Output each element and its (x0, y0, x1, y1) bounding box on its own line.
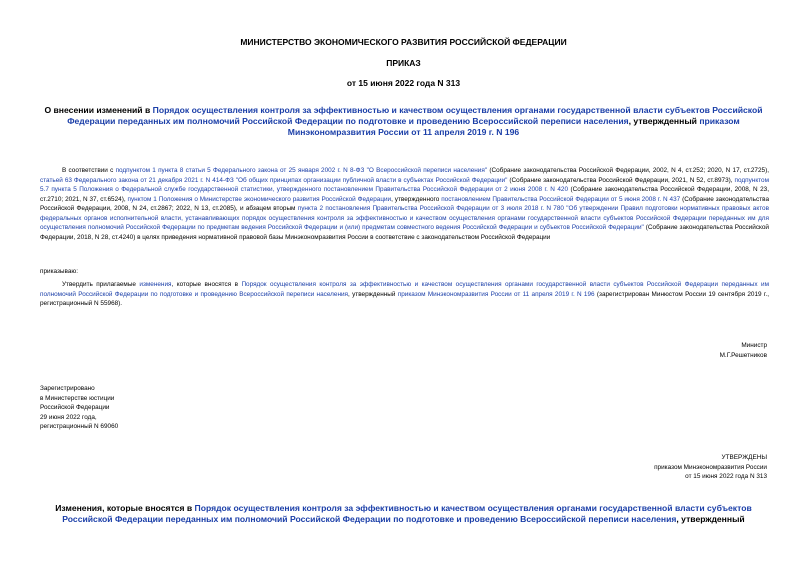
resolution-437-link[interactable]: постановлением Правительства Российской Федерации от 5 июня 2008 г. N 437 (441, 195, 681, 203)
document-title (40, 105, 767, 138)
preamble-paragraph (40, 166, 769, 242)
preamble-text: (Собрание законодательства Российской Федерации, 2008, N 24, ст.2867; 2022, N 13, ст.2085), и абзацем вторым (40, 195, 769, 212)
rosstat-regulation-link[interactable]: подпунктом 5.7 пункта 5 Положения о Федеральной службе государственной статистики, утвержденного постановлением Правительства Российской Федерации от 2 июня 2008 г. N 420 (40, 176, 769, 193)
procedure-link[interactable]: Порядок осуществления контроля за эффективностью и качеством осуществления органами государственной власти субъектов Российской Федерации переданных им полномочий Российской Федерации по подготовке и проведению Всероссийской переписи населения (40, 281, 769, 298)
title-prefix: О внесении изменений в (44, 105, 153, 115)
registration-line: регистрационный N 69060 (40, 423, 119, 430)
changes-title-suffix: , утвержденный (676, 514, 745, 524)
approve-text: , которые вносятся в (171, 281, 242, 288)
approved-line: УТВЕРЖДЕНЫ (721, 454, 767, 461)
changes-title-prefix: Изменения, которые вносятся в (55, 503, 195, 513)
changes-title (40, 503, 767, 525)
approve-text: (зарегистрирован Минюстом России 19 сентября 2019 г., регистрационный N 55968). (40, 290, 769, 307)
law-8fz-link[interactable]: подпунктом 1 пункта 8 статьи 5 Федерального закона от 25 января 2002 г. N 8-ФЗ "О Всероссийской переписи населения" (115, 167, 488, 174)
order-196-link[interactable]: приказом Минэкономразвития России от 11 апреля 2019 г. N 196 (397, 290, 595, 298)
registration-line: Российской Федерации (40, 404, 110, 411)
approve-text: , утвержденный (348, 290, 398, 298)
preamble-text: , утвержденного (391, 195, 442, 203)
preamble-text: В соответствии с (62, 167, 116, 174)
document-date-number: от 15 июня 2022 года N 313 (346, 78, 461, 88)
registration-line: в Министерстве юстиции (40, 394, 115, 402)
registration-line: Зарегистрировано (40, 385, 95, 392)
title-suffix: , утвержденный (628, 116, 700, 126)
document-type: ПРИКАЗ (386, 58, 421, 68)
preamble-text: (Собрание законодательства Российской Федерации, 2008, N 23, ст.2710; 2021, N 37, ст.6524), (40, 186, 769, 203)
ministry-regulation-link[interactable]: пунктом 1 Положения о Министерстве экономического развития Российской Федерации (127, 195, 392, 203)
registration-line: 29 июня 2022 года, (40, 413, 97, 421)
approve-paragraph (40, 280, 769, 309)
approved-line: приказом Минэкономразвития России (654, 463, 767, 471)
changes-title-procedure-link[interactable]: Порядок осуществления контроля за эффективностью и качеством осуществления органами государственной власти субъектов Российской Федерации переданных им полномочий Российской Федерации по подготовке и проведению Всероссийской переписи населения (62, 503, 752, 524)
resolution-780-link[interactable]: пункта 2 постановления Правительства Российской Федерации от 3 июля 2018 г. N 780 "Об утверждении Правил подготовки нормативных правовых актов федеральных органов исполнительной власти, устанавливающих порядок осуществления контроля за эффективностью и качеством осуществления органами государственной власти субъектов Российской Федерации переданных им для осуществления полномочий Российской Федерации по предметам ведения Российской Федерации и (или) предметам совместного ведения Российской Федерации и субъектов Российской Федерации" (40, 205, 769, 231)
signatory-name: М.Г.Решетников (719, 351, 767, 359)
law-414fz-link[interactable]: статьей 63 Федерального закона от 21 декабря 2021 г. N 414-ФЗ "Об общих принципах организации публичной власти в субъектах Российской Федерации" (40, 176, 508, 184)
approved-block (654, 453, 767, 482)
title-order-link[interactable]: приказом Минэкономразвития России от 11 апреля 2019 г. N 196 (287, 116, 740, 137)
title-procedure-link[interactable]: Порядок осуществления контроля за эффективностью и качеством осуществления органами государственной власти субъектов Российской Федерации переданных им полномочий Российской Федерации по подготовке и проведению Всероссийской переписи населения (67, 105, 763, 126)
changes-link[interactable]: изменения (139, 281, 172, 288)
ministry-name: МИНИСТЕРСТВО ЭКОНОМИЧЕСКОГО РАЗВИТИЯ РОССИЙСКОЙ ФЕДЕРАЦИИ (240, 37, 567, 47)
preamble-text: (Собрание законодательства Российской Федерации, 2002, N 4, ст.252; 2020, N 17, ст.2725), (487, 167, 769, 174)
signature-block (720, 341, 767, 360)
preamble-text: (Собрание законодательства Российской Федерации, 2018, N 28, ст.4240) в целях приведения нормативной правовой базы Минэкономразвития России в соответствие с законодательством Российской Федерации (40, 224, 770, 241)
signatory-position: Министр (741, 342, 767, 349)
approved-line: от 15 июня 2022 года N 313 (685, 473, 767, 480)
order-word: приказываю: (40, 268, 78, 275)
preamble-text: (Собрание законодательства Российской Федерации, 2021, N 52, ст.8973), (507, 176, 735, 184)
registration-block (40, 384, 118, 432)
approve-text: Утвердить прилагаемые (62, 281, 140, 288)
